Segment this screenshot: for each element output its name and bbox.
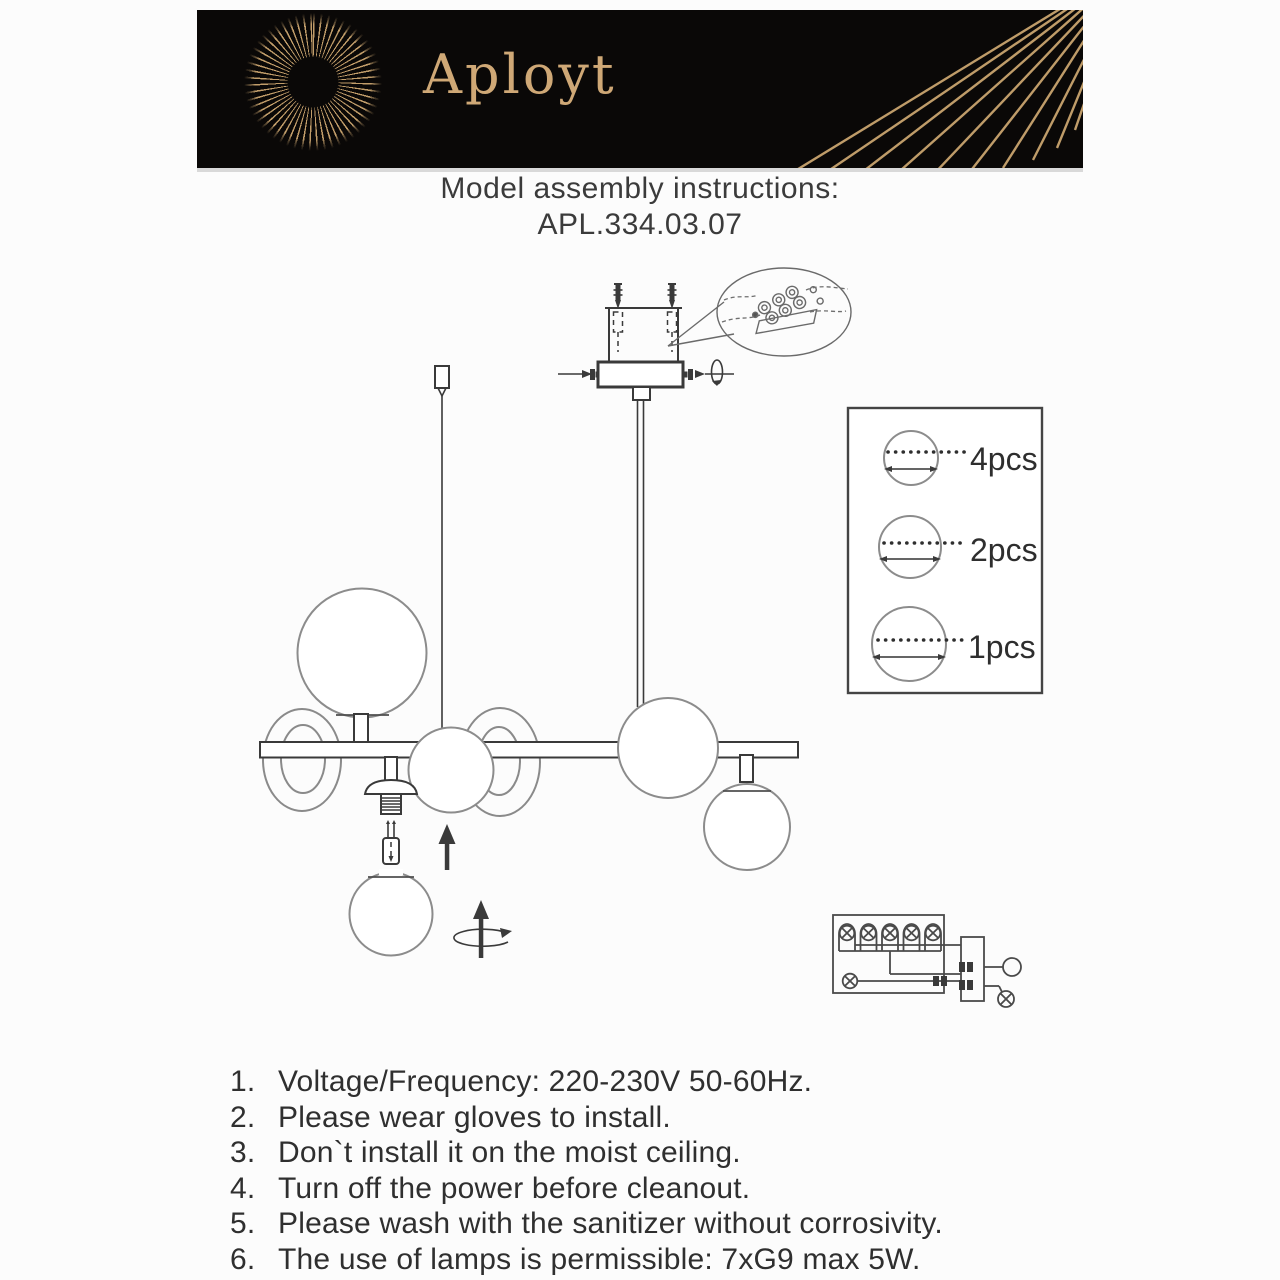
brand-name: Aployt <box>423 43 617 106</box>
chandelier <box>260 589 798 959</box>
glass-sphere-center <box>409 728 494 813</box>
set-screw-arrow-left <box>558 369 599 380</box>
legend-qty-label: 1pcs <box>968 629 1036 665</box>
junction-circle <box>1003 958 1021 976</box>
instruction-number: 4. <box>230 1171 256 1205</box>
glass-sphere-right <box>618 698 718 798</box>
instruction-text: Voltage/Frequency: 220-230V 50-60Hz. <box>278 1065 813 1098</box>
instruction-item <box>230 1206 1080 1242</box>
g9-bulb-icon <box>383 820 399 864</box>
instruction-item <box>230 1064 1080 1100</box>
rotate-indicator-icon <box>712 360 723 384</box>
set-screw-arrow-right <box>685 360 735 386</box>
terminal-contacts <box>933 962 973 990</box>
page-title: Model assembly instructions: <box>440 172 840 205</box>
mounting-screw-icon <box>614 284 623 309</box>
mounting-screw-icon <box>668 284 677 309</box>
instruction-number: 1. <box>230 1065 256 1098</box>
wiring-callout-balloon <box>668 268 851 356</box>
instruction-text: The use of lamps is permissible: 7xG9 max 5W. <box>278 1242 921 1276</box>
instruction-text: Please wash with the sanitizer without corrosivity. <box>278 1207 943 1240</box>
parts-legend <box>848 408 1042 693</box>
wiring-diagram <box>833 915 1021 1007</box>
suspension-rod-mounted <box>638 400 644 707</box>
ceiling-canopy <box>558 360 734 400</box>
ceiling-bracket <box>605 284 682 362</box>
instruction-text: Please wear gloves to install. <box>278 1100 671 1134</box>
legend-qty-label: 4pcs <box>970 441 1038 477</box>
instruction-text: Don`t install it on the moist ceiling. <box>278 1136 741 1169</box>
model-number: APL.334.03.07 <box>537 208 743 241</box>
instruction-text: Turn off the power before cleanout. <box>278 1171 751 1205</box>
glass-sphere-upper-left <box>298 589 427 743</box>
instruction-item <box>230 1135 1080 1171</box>
instruction-item <box>230 1242 1080 1278</box>
instruction-number: 6. <box>230 1242 256 1276</box>
wiring-wires <box>839 945 1021 1007</box>
lamp-symbols <box>839 924 941 951</box>
legend-qty-label: 2pcs <box>970 532 1038 568</box>
glass-sphere-lower-right <box>704 755 790 870</box>
instruction-number: 3. <box>230 1136 256 1169</box>
instructions-list <box>230 1064 1080 1277</box>
rotate-arrow-icon <box>454 900 512 958</box>
instruction-item <box>230 1171 1080 1207</box>
instruction-number: 5. <box>230 1207 256 1240</box>
suspension-rod-loose <box>435 366 449 729</box>
glass-sphere-loose <box>350 869 433 956</box>
insert-arrow-icon <box>439 824 456 870</box>
ring-left <box>263 709 341 811</box>
instruction-item <box>230 1100 1080 1136</box>
wall-anchor-dashed <box>614 312 677 352</box>
instruction-number: 2. <box>230 1100 256 1134</box>
